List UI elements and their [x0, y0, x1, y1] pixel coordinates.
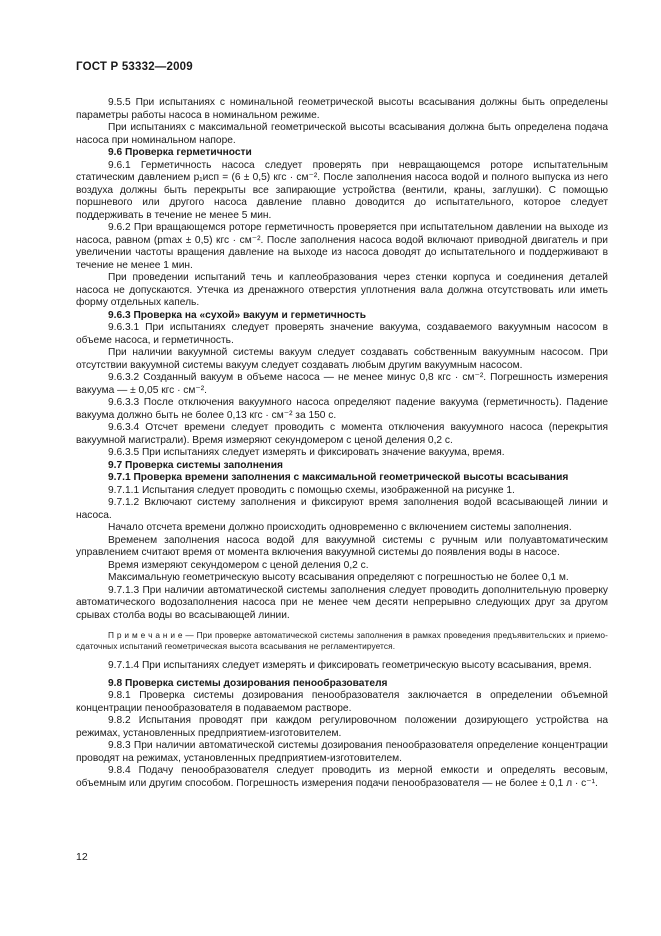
note: П р и м е ч а н и е — При проверке автоматической системы заполнения в рамках проведения предъявительских и приемо-сдаточных испытаний геометрическая высота всасывания не регламентируется.: [76, 630, 608, 652]
document-body: [76, 97, 608, 790]
paragraph: 9.7.1.3 При наличии автоматической системы заполнения следует проводить дополнительную проверку автоматического водозаполнения насоса при не менее чем десяти непрерывно следующих друг за другом срывах столба воды во всасывающей линии.: [76, 584, 608, 621]
paragraph: 9.6.3.1 При испытаниях следует проверять значение вакуума, создаваемого вакуумным насосом в объеме насоса, и герметичность.: [76, 322, 608, 346]
paragraph: 9.6.1 Герметичность насоса следует проверять при невращающемся роторе испытательным статическим давлением p₁исп = (6 ± 0,5) кгс · см⁻². После заполнения насоса водой и полного выпуска из него воздуха должны быть перекрыты все запирающие устройства (вентили, краны, заглушки). С помощью поршневого или другого насоса давление плавно доводится до испытательного, которое следует поддерживать в течение не менее 5 мин.: [76, 159, 608, 221]
paragraph: 9.7.1.2 Включают систему заполнения и фиксируют время заполнения водой всасывающей линии и насоса.: [76, 497, 608, 521]
paragraph: 9.6.3.5 При испытаниях следует измерять и фиксировать значение вакуума, время.: [108, 447, 505, 458]
paragraph: 9.8.3 При наличии автоматической системы дозирования пенообразователя определение концентрации проводят на режимах, установленных предприятием-изготовителем.: [76, 740, 608, 764]
paragraph: При проведении испытаний течь и каплеобразования через стенки корпуса и соединения деталей насоса не допускаются. Утечка из дренажного отверстия уплотнения вала должна отсутствовать или иметь форму отдельных капель.: [76, 272, 608, 308]
paragraph: Максимальную геометрическую высоту всасывания определяют с погрешностью не более 0,1 м.: [108, 572, 569, 583]
paragraph: 9.6.3.3 После отключения вакуумного насоса определяют падение вакуума (герметичность). Падение вакуума должно быть не более 0,13 кгс · см⁻² за 150 с.: [76, 397, 608, 421]
page-number: 12: [76, 851, 88, 863]
paragraph: 9.5.5 При испытаниях с номинальной геометрической высоты всасывания должны быть определены параметры работы насоса в номинальном режиме.: [76, 97, 608, 121]
paragraph: Время измеряют секундомером с ценой деления 0,2 с.: [108, 559, 369, 571]
paragraph: При наличии вакуумной системы вакуум следует создавать собственным вакуумным насосом. При отсутствии вакуумной системы вакуум следует создавать любым другим вакуумным насосом.: [76, 347, 608, 371]
paragraph: 9.7.1.1 Испытания следует проводить с помощью схемы, изображенной на рисунке 1.: [108, 484, 515, 496]
paragraph: При испытаниях с максимальной геометрической высоты всасывания должна быть определена подача насоса при номинальном напоре.: [76, 122, 608, 146]
paragraph: 9.8.1 Проверка системы дозирования пенообразователя заключается в определении объемной концентрации пенообразователя в подаваемом растворе.: [76, 690, 608, 714]
paragraph: 9.8.4 Подачу пенообразователя следует проводить из мерной емкости и определять весовым, объемным или другим способом. Погрешность измерения подачи пенообразователя — не более ± 0,1 л · с⁻¹.: [76, 765, 608, 789]
section-heading: 9.7 Проверка системы заполнения: [108, 459, 283, 471]
section-heading: 9.8 Проверка системы дозирования пенообразователя: [108, 677, 388, 689]
paragraph: 9.8.2 Испытания проводят при каждом регулировочном положении дозирующего устройства на режимах, установленных предприятием-изготовителем.: [76, 715, 608, 739]
section-heading: 9.7.1 Проверка времени заполнения с максимальной геометрической высоты всасывания: [108, 472, 569, 483]
section-heading: 9.6.3 Проверка на «сухой» вакуум и герметичность: [108, 309, 366, 321]
paragraph: Начало отсчета времени должно происходить одновременно с включением системы заполнения.: [108, 522, 572, 533]
paragraph: 9.6.3.2 Созданный вакуум в объеме насоса — не менее минус 0,8 кгс · см⁻². Погрешность измерения вакуума — ± 0,05 кгс · см⁻².: [76, 372, 608, 396]
paragraph: 9.7.1.4 При испытаниях следует измерять и фиксировать геометрическую высоту всасывания, время.: [108, 660, 592, 672]
paragraph: 9.6.3.4 Отсчет времени следует проводить с момента отключения вакуумного насоса (перекрытия вакуумной магистрали). Время измеряют секундомером с ценой деления 0,2 с.: [76, 422, 608, 446]
paragraph: Временем заполнения насоса водой для вакуумной системы с ручным или полуавтоматическим управлением считают время от момента включения вакуумной системы до появления воды в насосе.: [76, 534, 608, 558]
document-header: ГОСТ Р 53332—2009: [76, 61, 193, 73]
paragraph: 9.6.2 При вращающемся роторе герметичность проверяется при испытательном давлении на выходе из насоса, равном (pmax ± 0,5) кгс · см⁻². После заполнения насоса водой включают приводной двигатель и при увеличении частоты вращения давление на выходе из насоса доводят до испытательного и поддерживают в течение не менее 1 мин.: [76, 222, 608, 271]
section-heading: 9.6 Проверка герметичности: [108, 147, 252, 158]
